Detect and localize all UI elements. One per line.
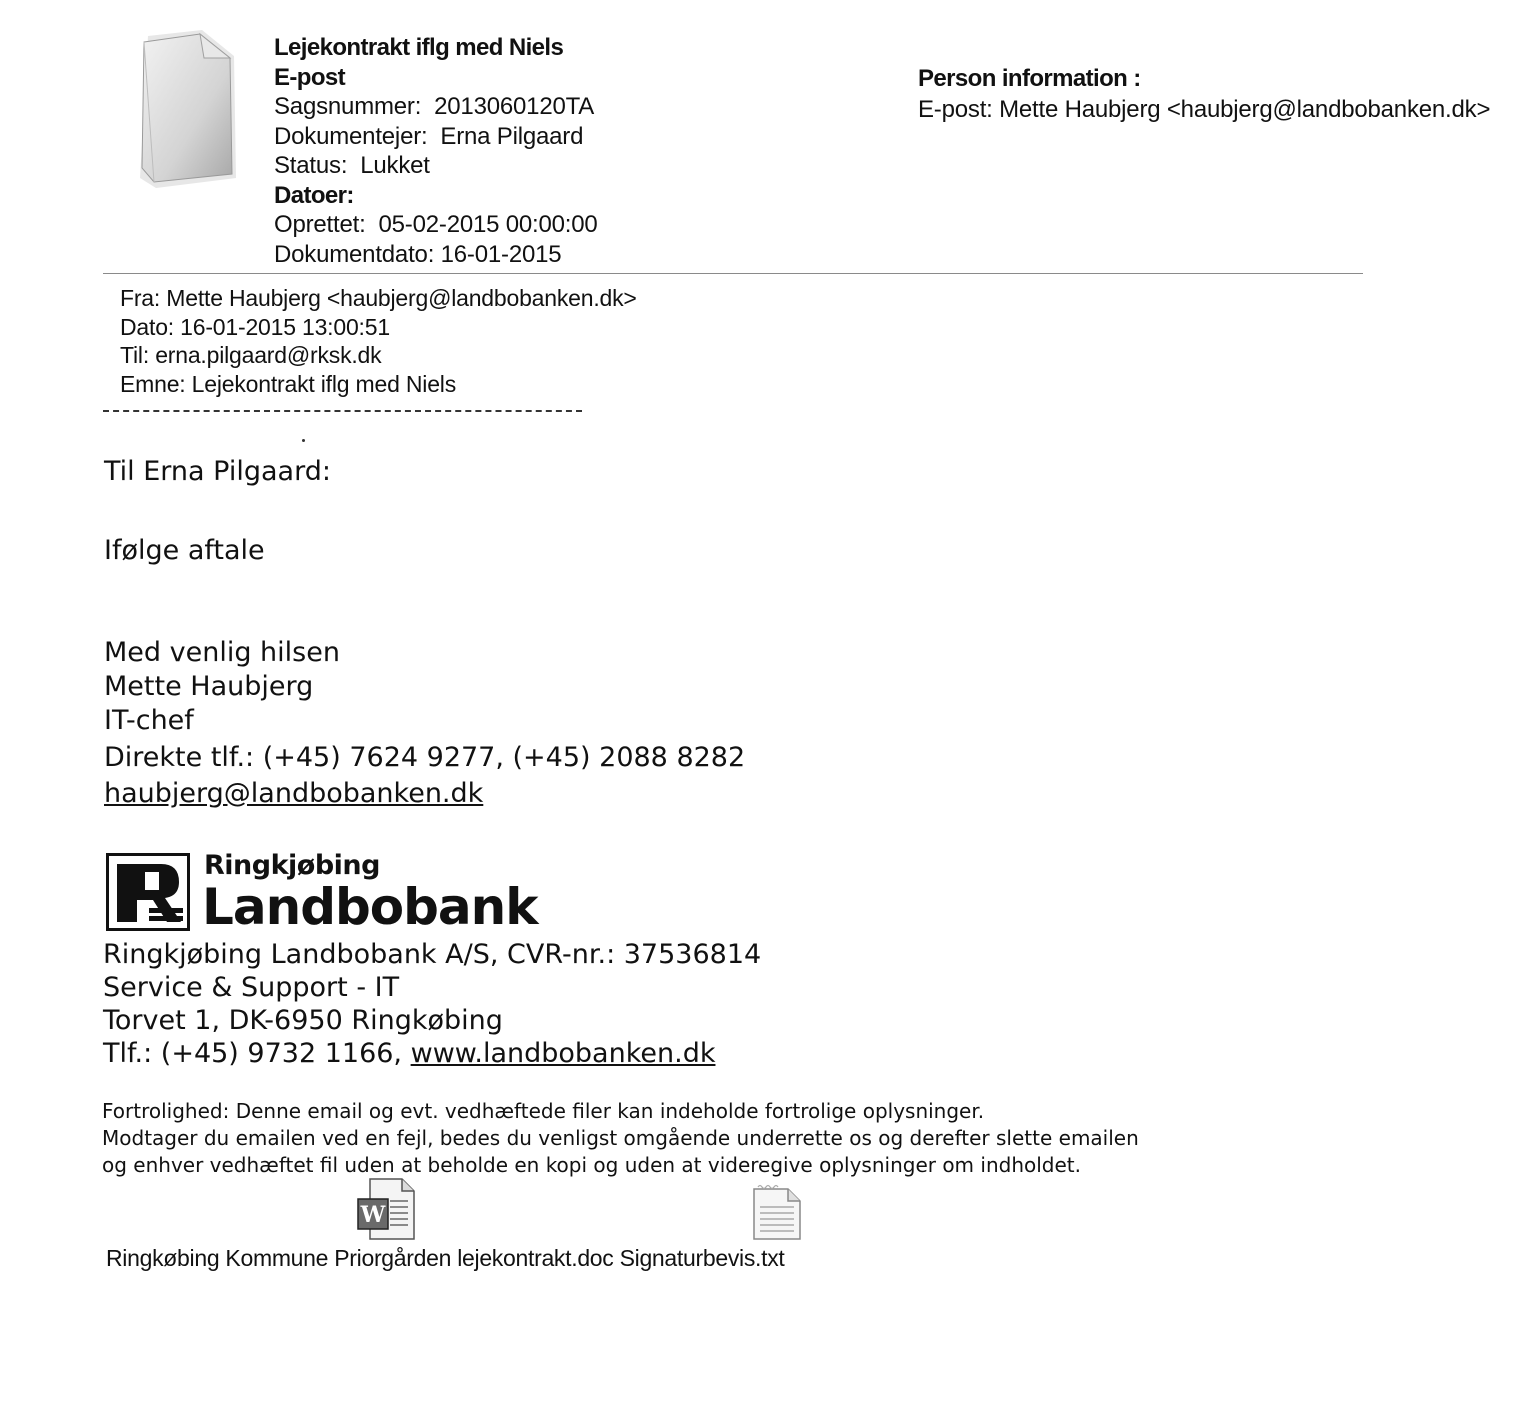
mail-greeting: Til Erna Pilgaard: [104, 456, 331, 487]
confidentiality-disclaimer: Fortrolighed: Denne email og evt. vedhæftede filer kan indeholde fortrolige oplysninger. Modtager du emailen ved en fejl, bedes du venligst omgående underrette os og derefter slette emailen og enhver vedhæftet fil uden at beholde en kopi og uden at videregive oplysninger om indholdet. [102, 1099, 1139, 1177]
mail-header-divider [103, 410, 582, 412]
document-type: E-post [274, 63, 346, 91]
signature-title: IT-chef [104, 705, 194, 736]
attachment-list [106, 1245, 785, 1272]
text-file-icon[interactable] [750, 1183, 804, 1241]
svg-text:W: W [360, 1202, 386, 1228]
signature-closing: Med venlig hilsen [104, 637, 340, 668]
mail-body-text: Ifølge aftale [104, 535, 265, 566]
document-thumbnail-icon [130, 28, 242, 200]
case-number-row: Sagsnummer: 2013060120TA [274, 93, 595, 120]
attachment-txt-name[interactable]: Signaturbevis.txt [619, 1245, 785, 1271]
created-row: Oprettet: 05-02-2015 00:00:00 [274, 211, 598, 238]
mail-date: Dato: 16-01-2015 13:00:51 [120, 313, 390, 340]
document-metadata [274, 33, 598, 269]
header-divider [103, 273, 1363, 274]
attachment-doc-name[interactable]: Ringkøbing Kommune Priorgården lejekontrakt.doc [106, 1245, 614, 1271]
case-number: 2013060120TA [434, 93, 595, 120]
mail-from: Fra: Mette Haubjerg <haubjerg@landbobanken.dk> [120, 285, 637, 311]
logo-text-line2: Landbobank [202, 878, 538, 936]
bank-logo-mark [106, 853, 190, 931]
website-link[interactable]: www.landbobanken.dk [410, 1038, 716, 1069]
company-name: Ringkjøbing Landbobank A/S, CVR-nr.: 37536814 [103, 939, 762, 970]
mail-to: Til: erna.pilgaard@rksk.dk [120, 342, 382, 368]
signature-phone: Direkte tlf.: (+45) 7624 9277, (+45) 2088 8282 [104, 742, 746, 773]
document-title: Lejekontrakt iflg med Niels [274, 34, 564, 61]
company-info [103, 938, 761, 1070]
owner-row: Dokumentejer: Erna Pilgaard [274, 122, 584, 150]
signature-name: Mette Haubjerg [104, 671, 314, 702]
mail-header [120, 284, 637, 398]
company-contact: Tlf.: (+45) 9732 1166, www.landbobanken.dk [103, 1038, 716, 1069]
created-date: 05-02-2015 00:00:00 [378, 211, 598, 238]
company-department: Service & Support - IT [103, 972, 400, 1003]
word-document-icon[interactable] [356, 1177, 418, 1241]
signature [104, 636, 745, 811]
stray-dot [302, 439, 305, 442]
status-row: Status: Lukket [274, 152, 430, 179]
dates-heading: Datoer: [274, 181, 354, 209]
document-date-row: Dokumentdato: 16-01-2015 [274, 240, 562, 268]
person-info-heading: Person information : [918, 65, 1141, 92]
owner: Erna Pilgaard [440, 122, 584, 150]
signature-email-link[interactable]: haubjerg@landbobanken.dk [104, 778, 484, 809]
company-address: Torvet 1, DK-6950 Ringkøbing [103, 1005, 503, 1036]
person-email: E-post: Mette Haubjerg <haubjerg@landbobanken.dk> [918, 96, 1491, 123]
document-date: 16-01-2015 [440, 240, 562, 268]
logo-text-line1: Ringkjøbing [204, 850, 380, 881]
mail-subject: Emne: Lejekontrakt iflg med Niels [120, 370, 456, 397]
person-information [918, 63, 1490, 125]
status: Lukket [360, 152, 430, 179]
